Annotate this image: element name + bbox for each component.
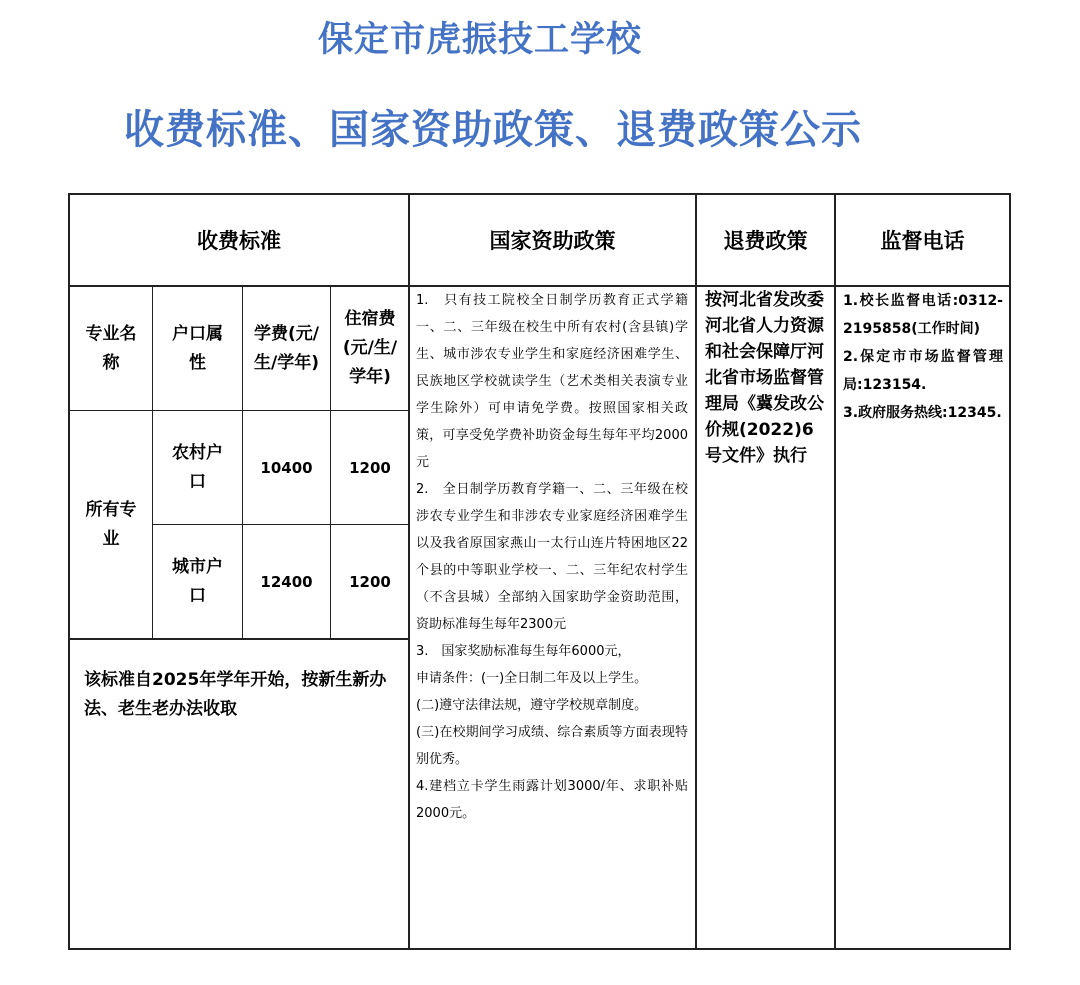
aid-policy-item: 4.建档立卡学生雨露计划3000/年、求职补贴2000元。 [416,779,688,821]
refund-policy: 按河北省发改委河北省人力资源和社会保障厅河北省市场监督管理局《冀发改公价规(2022)6号文件》执行 [705,290,824,466]
row-household: 城市户口 [172,556,223,606]
aid-policy-item: (三)在校期间学习成绩、综合素质等方面表现特别优秀。 [416,725,688,767]
aid-policy-text [416,287,688,827]
col-major: 专业名称 [85,323,137,373]
major-all: 所有专业 [85,499,137,549]
aid-policy-item: 1. 只有技工院校全日制学历教育正式学籍一、二、三年级在校生中所有农村(含县镇)学生、城市涉农专业学生和家庭经济困难学生、民族地区学校就读学生（艺术类相关表演专业学生除外）可申请免学费。按照国家相关政策，可享受免学费补助资金每生每年平均2000元 [416,293,688,470]
header-aid: 国家资助政策 [489,228,616,253]
header-fees: 收费标准 [197,228,281,253]
phone-item: 1.校长监督电话:0312-2195858(工作时间) [843,293,1003,337]
row-dorm: 1200 [349,458,391,477]
page-title: 保定市虎振技工学校 [318,19,643,60]
phone-list [843,287,1003,427]
phone-item: 2.保定市市场监督管理局:123154. [843,349,1003,393]
aid-policy-item: (二)遵守法律法规，遵守学校规章制度。 [416,698,648,713]
row-household: 农村户口 [172,442,223,492]
header-phone: 监督电话 [880,228,965,253]
row-tuition: 10400 [260,458,313,477]
phone-item: 3.政府服务热线:12345. [843,405,1002,421]
aid-policy-item: 3. 国家奖励标准每生每年6000元， [416,644,631,659]
col-household: 户口属性 [172,323,223,373]
refund-policy-text [705,287,829,469]
col-dorm: 住宿费(元/生/学年) [342,309,398,387]
divider [695,193,697,950]
header-refund: 退费政策 [723,228,808,253]
row-tuition: 12400 [260,572,313,591]
divider [834,193,836,950]
page-subtitle: 收费标准、国家资助政策、退费政策公示 [124,106,862,153]
row-dorm: 1200 [349,572,391,591]
fee-note: 该标准自2025年学年开始，按新生新办法、老生老办法收取 [84,670,387,719]
aid-policy-item: 申请条件：(一)全日制二年及以上学生。 [416,671,648,686]
divider [69,638,409,640]
aid-policy-item: 2. 全日制学历教育学籍一、二、三年级在校涉农专业学生和非涉农专业家庭经济困难学生以及我省原国家燕山一太行山连片特困地区22个县的中等职业学校一、二、三年纪农村学生（不含县城）全部纳入国家助学金资助范围，资助标准每生每年2300元 [416,482,688,632]
col-tuition: 学费(元/生/学年) [254,323,319,373]
